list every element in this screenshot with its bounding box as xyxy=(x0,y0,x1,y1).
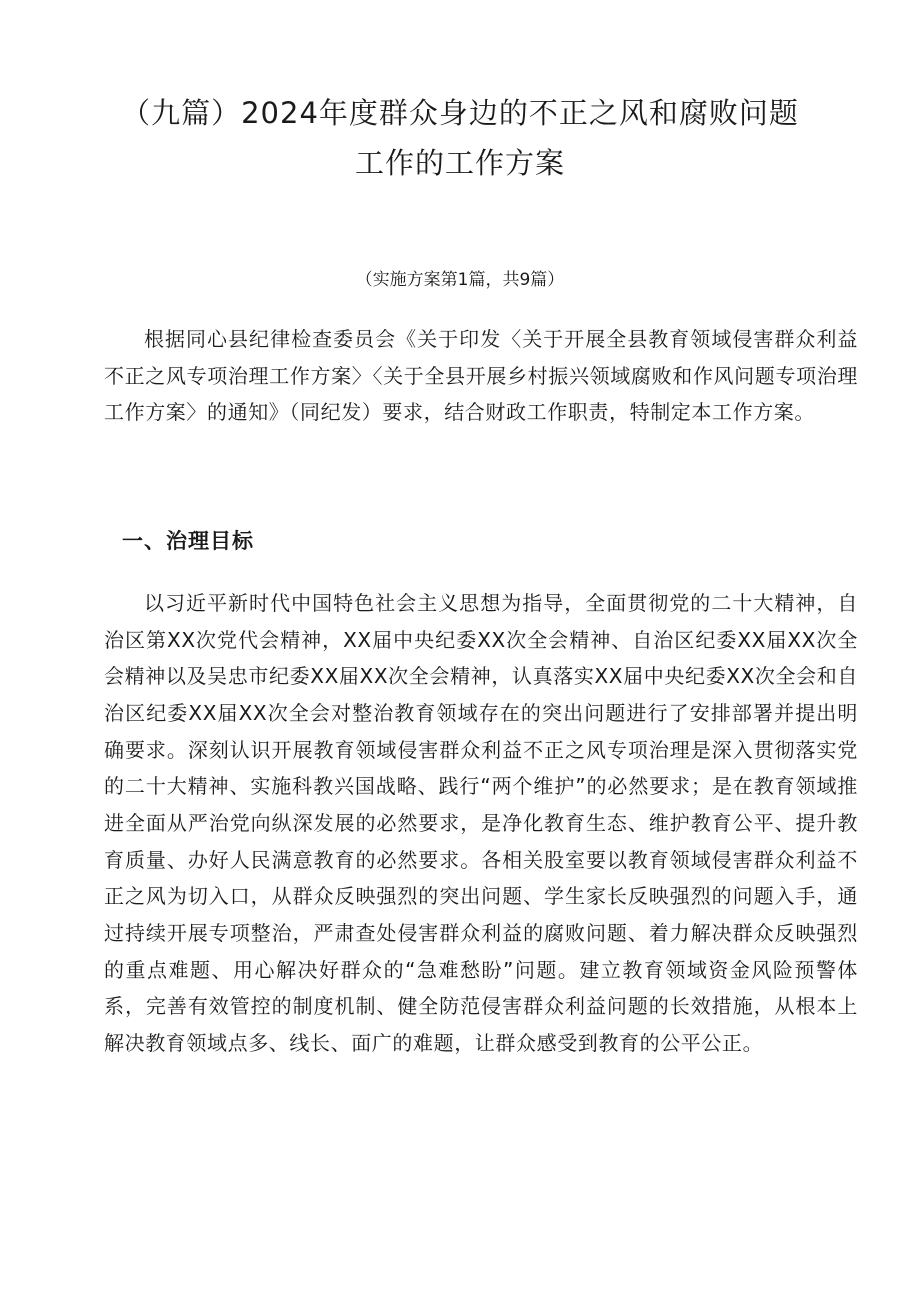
intro-paragraph: 根据同心县纪律检查委员会《关于印发〈关于开展全县教育领域侵害群众利益不正之风专项治理工作方案〉〈关于全县开展乡村振兴领域腐败和作风问题专项治理工作方案〉的通知》（同纪发）要求，结合财政工作职责，特制定本工作方案。 xyxy=(104,327,858,425)
document-title-line-1: （九篇）2024年度群众身边的不正之风和腐败问题 xyxy=(121,96,799,130)
document-title-line-2: 工作的工作方案 xyxy=(354,146,565,180)
document-subtitle: （实施方案第1篇，共9篇） xyxy=(355,270,565,290)
section-heading: 一、治理目标 xyxy=(122,529,254,553)
section-paragraph: 以习近平新时代中国特色社会主义思想为指导，全面贯彻党的二十大精神，自治区第XX次党代会精神，XX届中央纪委XX次全会精神、自治区纪委XX届XX次全会精神以及吴忠市纪委XX届XX次全会精神，认真落实XX届中央纪委XX次全会和自治区纪委XX届XX次全会对整治教育领域存在的突出问题进行了安排部署并提出明确要求。深刻认识开展教育领域侵害群众利益不正之风专项治理是深入贯彻落实党的二十大精神、实施科教兴国战略、践行“两个维护”的必然要求；是在教育领域推进全面从严治党向纵深发展的必然要求，是净化教育生态、维护教育公平、提升教育质量、办好人民满意教育的必然要求。各相关股室要以教育领域侵害群众利益不正之风为切入口，从群众反映强烈的突出问题、学生家长反映强烈的问题入手，通过持续开展专项整治，严肃查处侵害群众利益的腐败问题、着力解决群众反映强烈的重点难题、用心解决好群众的“急难愁盼”问题。建立教育领域资金风险预警体系，完善有效管控的制度机制、健全防范侵害群众利益问题的长效措施，从根本上解决教育领域点多、线长、面广的难题，让群众感受到教育的公平公正。 xyxy=(104,591,858,1055)
